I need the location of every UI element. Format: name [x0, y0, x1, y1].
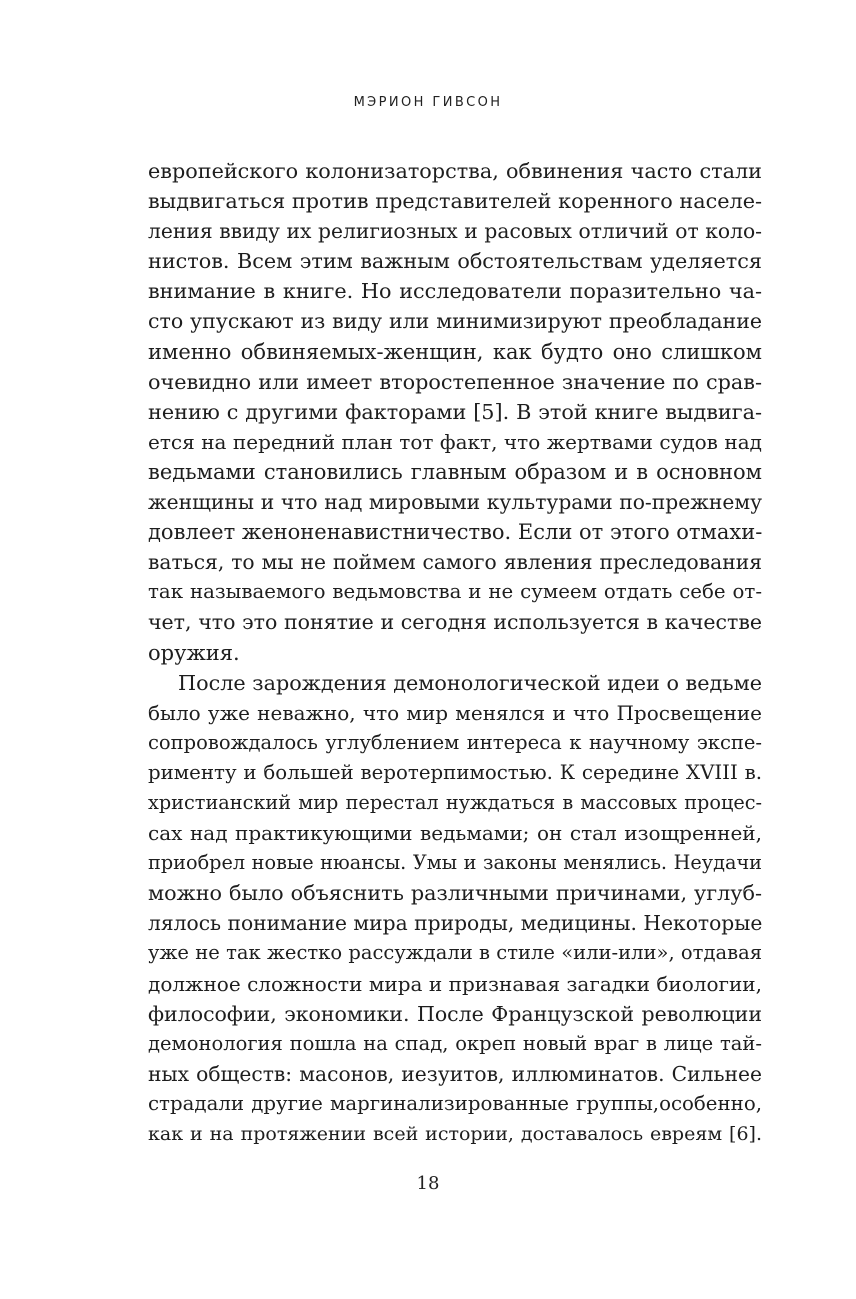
text-line: философии, экономики. После Французской революции	[148, 1001, 762, 1026]
text-line: довлеет женоненавистничество. Если от этого отмахи-	[148, 520, 763, 545]
text-line: именно обвиняемых-женщин, как будто оно слишком	[148, 339, 762, 364]
text-line: оружия.	[148, 640, 240, 665]
text-line: ведьмами становились главным образом и в основном	[148, 459, 762, 484]
body-text	[148, 156, 762, 1149]
text-line: уже не так жестко рассуждали в стиле «или-или», отдавая	[148, 941, 762, 965]
text-line: женщины и что над мировыми культурами по-прежнему	[148, 490, 762, 515]
text-line: должное сложности мира и признавая загадки биологии,	[148, 971, 762, 996]
text-line: сах над практикующими ведьмами; он стал изощренней,	[148, 821, 762, 846]
text-line: приобрел новые нюансы. Умы и законы менялись. Неудачи	[148, 851, 762, 875]
text-line: сопровождалось углублением интереса к научному экспе-	[148, 730, 762, 754]
text-line: После зарождения демонологической идеи о ведьме	[178, 670, 762, 695]
text-line: выдвигаться против представителей коренного населе-	[148, 189, 762, 214]
paragraph-1	[148, 156, 762, 668]
text-line: лялось понимание мира природы, медицины. Некоторые	[148, 911, 763, 936]
text-line: европейского колонизаторства, обвинения часто стали	[148, 159, 762, 183]
text-line: страдали другие маргинализированные группы,особенно,	[148, 1091, 762, 1115]
text-line: ваться, то мы не поймем самого явления преследования	[148, 550, 762, 575]
text-line: чет, что это понятие и сегодня используется в качестве	[148, 610, 762, 635]
text-line: очевидно или имеет второстепенное значение по срав-	[148, 369, 762, 394]
text-line: ется на передний план тот факт, что жертвами судов над	[148, 429, 762, 454]
running-head: МЭРИОН ГИВСОН	[353, 95, 503, 110]
paragraph-2	[148, 668, 762, 1150]
text-line: внимание в книге. Но исследователи поразительно ча-	[148, 279, 762, 304]
text-line: нистов. Всем этим важным обстоятельствам уделяется	[148, 249, 762, 274]
text-line: было уже неважно, что мир менялся и что Просвещение	[148, 700, 762, 725]
text-line: ных обществ: масонов, иезуитов, иллюминатов. Сильнее	[148, 1061, 762, 1086]
text-line: так называемого ведьмовства и не сумеем отдать себе от-	[148, 580, 762, 604]
text-line: ления ввиду их религиозных и расовых отличий от коло-	[148, 219, 762, 244]
text-line: нению с другими факторами [5]. В этой книге выдвига-	[148, 399, 762, 424]
page-number: 18	[416, 1173, 440, 1194]
text-line: можно было объяснить различными причинами, углуб-	[148, 881, 762, 906]
text-line: демонология пошла на спад, окреп новый враг в лице тай-	[148, 1031, 762, 1055]
text-line: сто упускают из виду или минимизируют преобладание	[148, 309, 762, 334]
text-line: рименту и большей веротерпимостью. К середине XVIII в.	[148, 760, 762, 784]
text-line: как и на протяжении всей истории, доставалось евреям [6].	[148, 1123, 762, 1145]
text-line: христианский мир перестал нуждаться в массовых процес-	[148, 790, 762, 814]
